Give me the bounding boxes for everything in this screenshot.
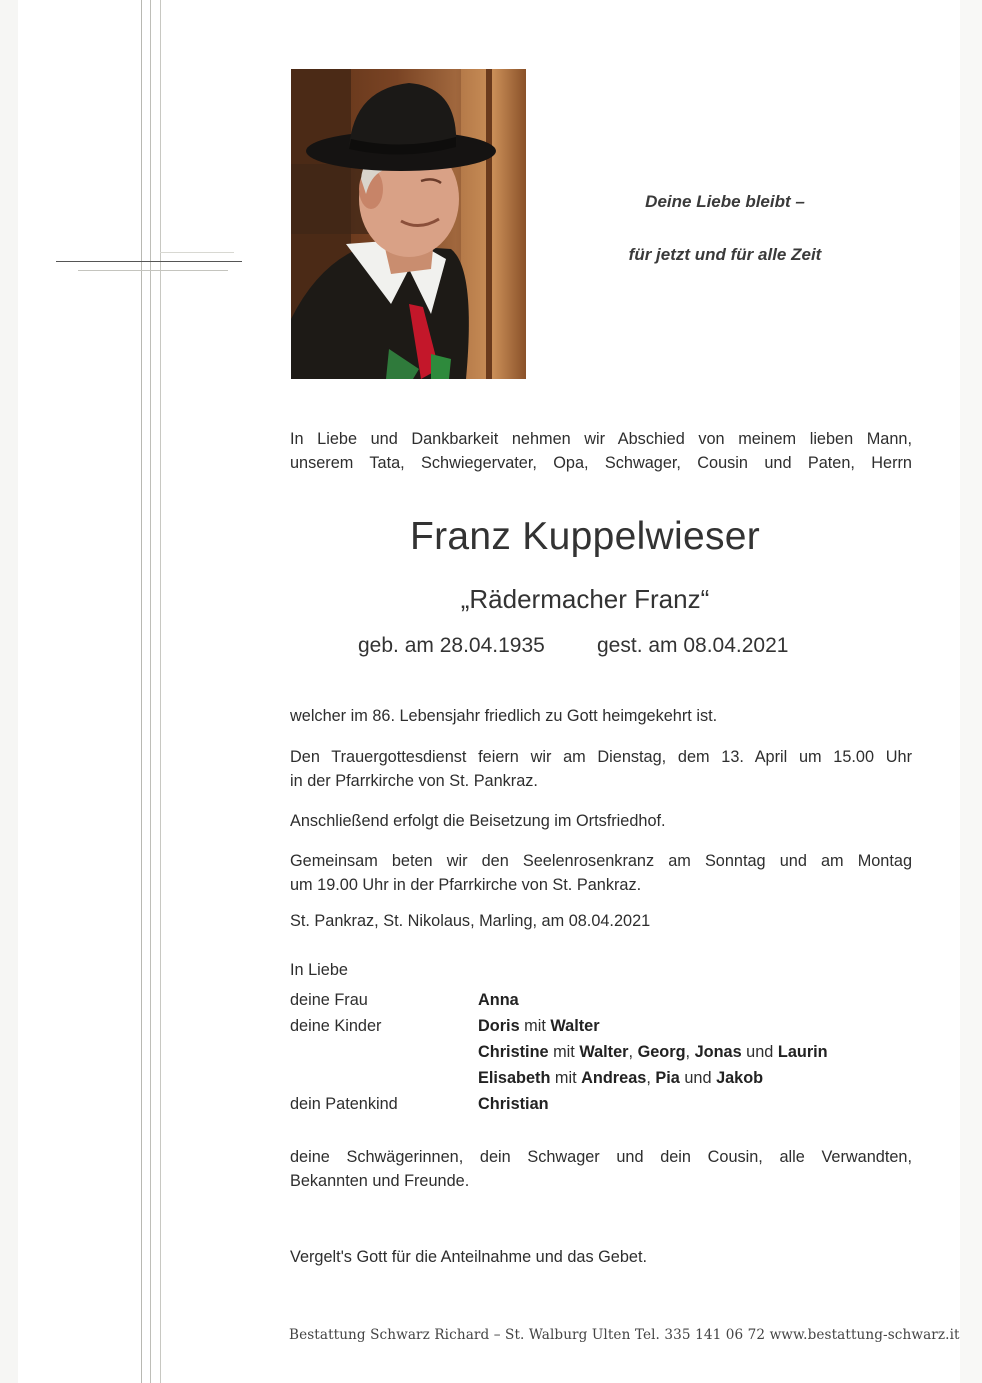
funeral-home-footer: Bestattung Schwarz Richard – St. Walburg Ulten Tel. 335 141 06 72 www.bestattung-schwarz.it — [289, 1327, 960, 1343]
deceased-name: Franz Kuppelwieser — [409, 515, 761, 558]
cross-vertical-line — [141, 0, 142, 1383]
cross-horizontal-line — [160, 252, 234, 253]
relatives-line-1: deine Schwägerinnen, dein Schwager und dein Cousin, alle Verwandten, — [290, 1148, 912, 1166]
service-line-2: in der Pfarrkirche von St. Pankraz. — [290, 772, 538, 790]
cross-horizontal-line — [78, 270, 228, 271]
rosary-line-2: um 19.00 Uhr in der Pfarrkirche von St. Pankraz. — [290, 876, 642, 894]
relatives-line-2: Bekannten und Freunde. — [290, 1172, 470, 1190]
children-label: deine Kinder — [290, 1017, 382, 1035]
portrait-photo — [291, 69, 526, 379]
thanks-text: Vergelt's Gott für die Anteilnahme und das Gebet. — [290, 1248, 647, 1266]
birth-date: geb. am 28.04.1935 — [358, 634, 545, 657]
deceased-nickname: „Rädermacher Franz“ — [460, 584, 710, 614]
child-entry: Elisabeth mit Andreas, Pia und Jakob — [478, 1069, 764, 1087]
intro-line-2: unserem Tata, Schwiegervater, Opa, Schwager, Cousin und Paten, Herrn — [290, 454, 912, 472]
service-line-1: Den Trauergottesdienst feiern wir am Dienstag, dem 13. April um 15.00 Uhr — [290, 748, 912, 766]
cross-horizontal-line — [56, 261, 242, 262]
godchild-name: Christian — [478, 1095, 549, 1113]
scan-edge-left — [0, 0, 18, 1383]
wife-name: Anna — [478, 991, 519, 1009]
rosary-line-1: Gemeinsam beten wir den Seelenrosenkranz am Sonntag und am Montag — [290, 852, 912, 870]
cross-vertical-line — [160, 0, 161, 1383]
in-love-text: In Liebe — [290, 961, 348, 979]
scan-edge-right — [960, 0, 982, 1383]
place-date: St. Pankraz, St. Nikolaus, Marling, am 08.04.2021 — [290, 912, 651, 930]
portrait-illustration — [291, 69, 526, 379]
child-entry: Doris mit Walter — [478, 1017, 600, 1035]
intro-line-1: In Liebe und Dankbarkeit nehmen wir Abschied von meinem lieben Mann, — [290, 430, 912, 448]
quote-line-1: Deine Liebe bleibt – — [645, 192, 805, 211]
homecoming-text: welcher im 86. Lebensjahr friedlich zu Gott heimgekehrt ist. — [290, 707, 718, 725]
quote-line-2: für jetzt und für alle Zeit — [628, 245, 822, 264]
death-date: gest. am 08.04.2021 — [597, 634, 789, 657]
godchild-label: dein Patenkind — [290, 1095, 398, 1113]
wife-label: deine Frau — [290, 991, 368, 1009]
child-entry: Christine mit Walter, Georg, Jonas und Laurin — [478, 1043, 828, 1061]
burial-text: Anschließend erfolgt die Beisetzung im Ortsfriedhof. — [290, 812, 666, 830]
cross-vertical-line — [150, 0, 151, 1383]
